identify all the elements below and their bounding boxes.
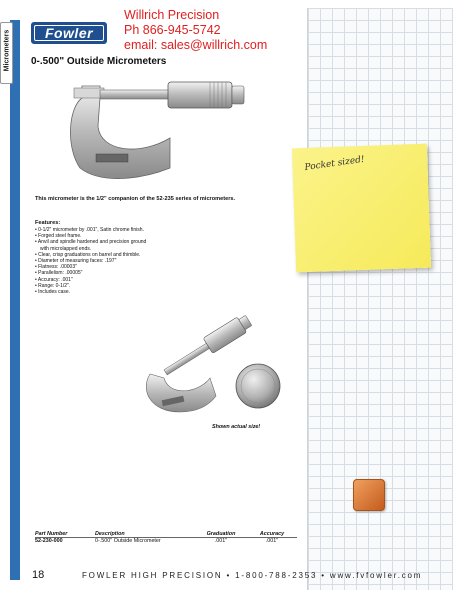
feature-item: • 0-1/2" micrometer by .001", Satin chrome finish.	[35, 227, 155, 233]
col-graduation: Graduation	[195, 531, 247, 538]
sticky-note-text: Pocket sized!	[304, 154, 366, 174]
logo-text: Fowler	[44, 25, 94, 41]
feature-item: • Includes case.	[35, 289, 155, 295]
feature-item: • Accuracy: .001"	[35, 277, 155, 283]
col-part-number: Part Number	[35, 531, 95, 538]
page-number: 18	[32, 569, 45, 581]
feature-item: • Forged steel frame.	[35, 233, 155, 239]
side-color-bar	[10, 20, 20, 580]
table-row	[35, 538, 297, 545]
features-list	[35, 227, 155, 295]
feature-item: • Flatness: .00003"	[35, 264, 155, 270]
feature-item: • Clear, crisp graduations on barrel and thimble.	[35, 252, 155, 258]
intro-text: This micrometer is the 1/2" companion of the 52-235 series of micrometers.	[35, 196, 236, 202]
contact-email[interactable]: email: sales@willrich.com	[124, 38, 268, 52]
feature-item: • Anvil and spindle hardened and precision ground with microlapped ends.	[35, 239, 155, 251]
contact-company: Willrich Precision	[124, 8, 220, 22]
micrometer-small-image	[140, 312, 290, 422]
feature-item: • Diameter of measuring faces: .197"	[35, 258, 155, 264]
cell-accuracy: .001"	[265, 538, 279, 544]
footer-text: FOWLER HIGH PRECISION • 1-800-788-2353 • www.fvfowler.com	[82, 571, 423, 580]
feature-item: • Parallelism: .00005"	[35, 270, 155, 276]
features-heading: Features:	[35, 220, 61, 226]
sticky-note	[292, 144, 431, 273]
image-caption: Shown actual size!	[212, 424, 261, 430]
cell-graduation: .001"	[214, 538, 228, 544]
cell-description: 0-.500" Outside Micrometer	[95, 538, 161, 544]
contact-block	[124, 8, 267, 53]
micrometer-large-image	[60, 68, 280, 188]
col-accuracy: Accuracy	[247, 531, 297, 538]
spec-table	[35, 531, 297, 544]
feature-item: • Range: 0-1/2".	[35, 283, 155, 289]
col-description: Description	[95, 531, 195, 538]
contact-phone: Ph 866-945-5742	[124, 23, 221, 37]
cell-part-number: 52-230-000	[35, 538, 63, 544]
page-title: 0-.500" Outside Micrometers	[31, 56, 167, 67]
fowler-logo	[31, 22, 107, 44]
side-tab-label: Micrometers	[3, 29, 11, 72]
brand-badge-icon	[353, 479, 385, 511]
